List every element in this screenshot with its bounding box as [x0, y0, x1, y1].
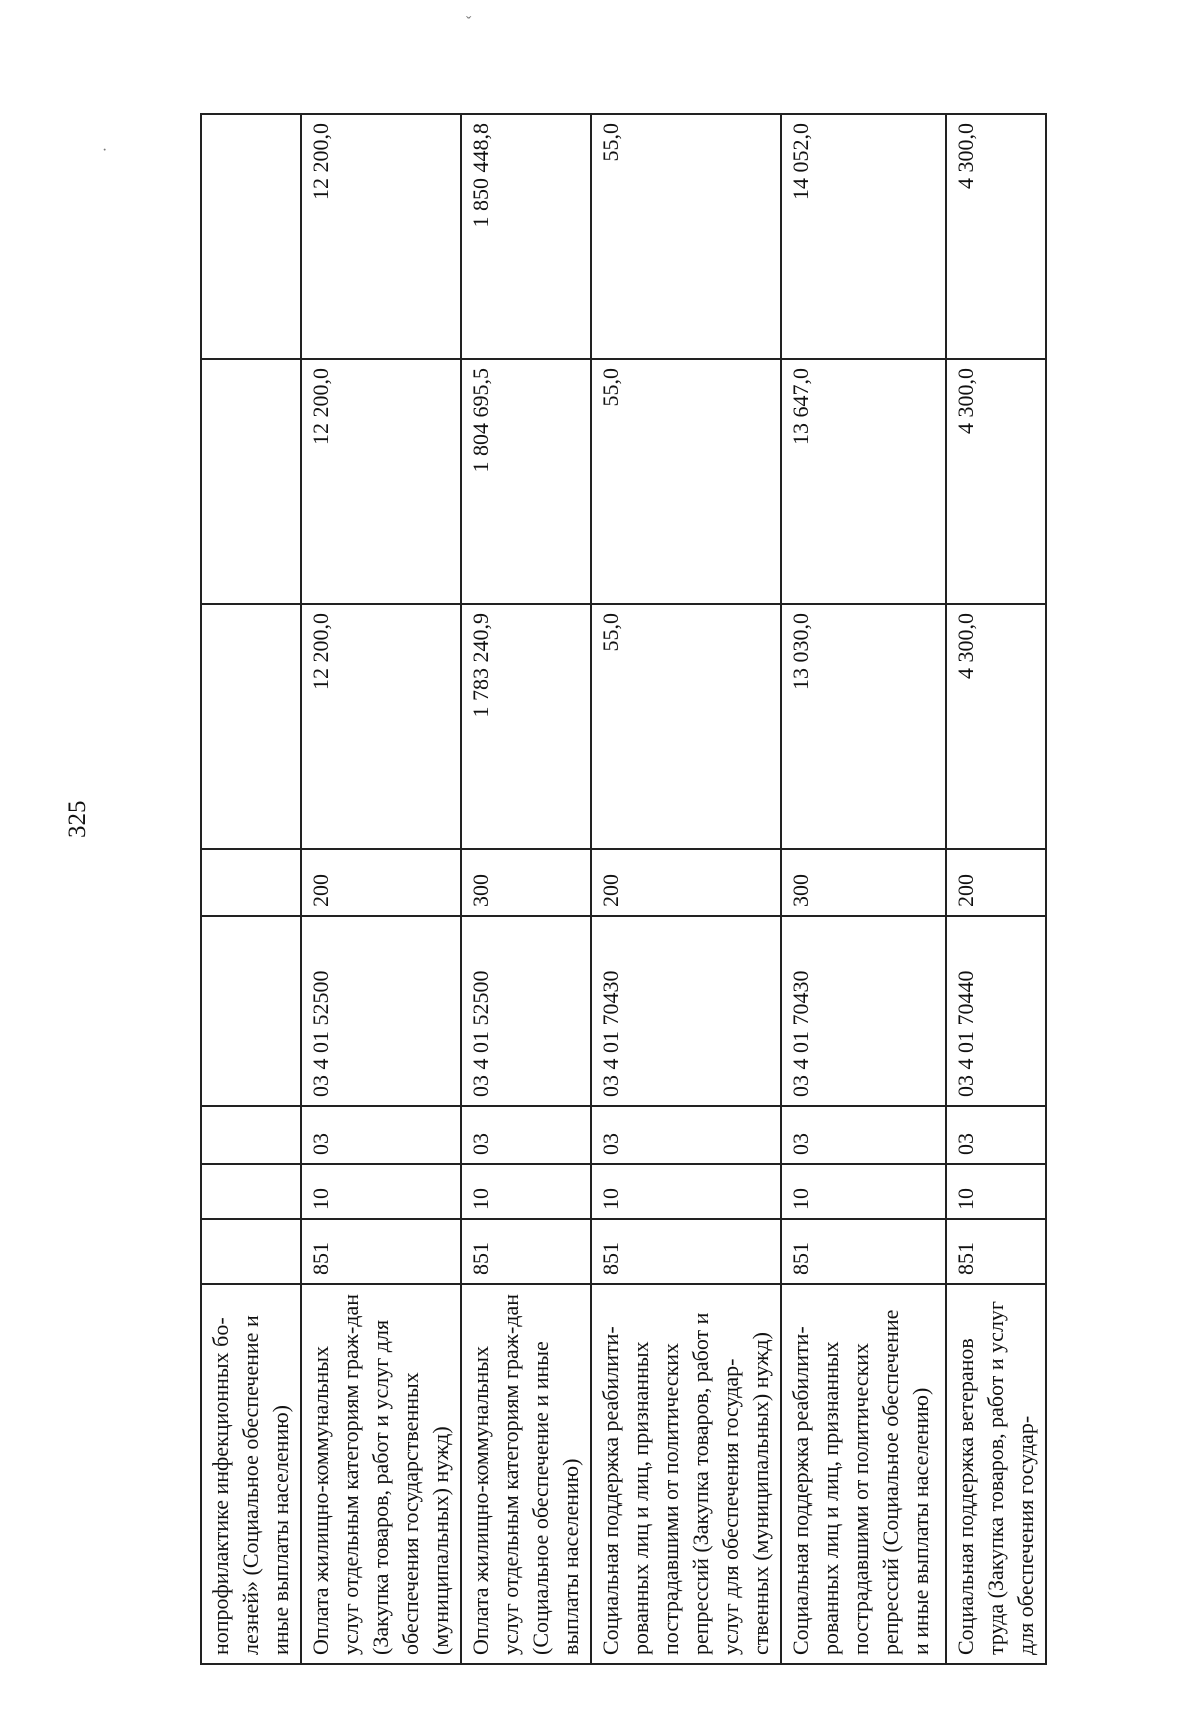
row-description: нопрофилактике инфекционных бо-лезней» (Социальное обеспечение и иные выплаты населению)	[201, 1284, 301, 1664]
amount-year-2: 13 647,0	[781, 359, 946, 604]
amount-year-1: 13 030,0	[781, 604, 946, 849]
amount-year-2: 12 200,0	[301, 359, 461, 604]
row-description: Социальная поддержка реабилити-рованных лиц и лиц, признанных пострадавшими от политических репрессий (Социальное обеспечение и иные выплаты населению)	[781, 1284, 946, 1664]
expense-type-code: 200	[301, 849, 461, 916]
page-number: 325	[64, 800, 91, 838]
target-article-code: 03 4 01 52500	[301, 916, 461, 1106]
table-row	[591, 114, 781, 1664]
amount-year-3: 4 300,0	[946, 114, 1046, 359]
amount-year-1	[201, 604, 301, 849]
amount-year-1: 55,0	[591, 604, 781, 849]
ministry-code: 851	[301, 1219, 461, 1284]
target-article-code: 03 4 01 70430	[591, 916, 781, 1106]
section-code: 10	[946, 1164, 1046, 1219]
row-description: Оплата жилищно-коммунальных услуг отдельным категориям граж-дан (Закупка товаров, работ и услуг для обеспечения государственных (муниципальных) нужд)	[301, 1284, 461, 1664]
table-row	[461, 114, 591, 1664]
section-code: 10	[591, 1164, 781, 1219]
subsection-code: 03	[781, 1106, 946, 1164]
amount-year-2: 1 804 695,5	[461, 359, 591, 604]
expense-type-code: 200	[946, 849, 1046, 916]
section-code	[201, 1164, 301, 1219]
table-row	[781, 114, 946, 1664]
amount-year-1: 4 300,0	[946, 604, 1046, 849]
amount-year-3: 12 200,0	[301, 114, 461, 359]
subsection-code: 03	[461, 1106, 591, 1164]
amount-year-3: 55,0	[591, 114, 781, 359]
section-code: 10	[461, 1164, 591, 1219]
expense-type-code: 200	[591, 849, 781, 916]
subsection-code: 03	[301, 1106, 461, 1164]
amount-year-2: 55,0	[591, 359, 781, 604]
ministry-code: 851	[946, 1219, 1046, 1284]
table-row	[946, 114, 1046, 1664]
target-article-code: 03 4 01 70430	[781, 916, 946, 1106]
expense-type-code: 300	[781, 849, 946, 916]
row-description: Социальная поддержка ветеранов труда (Закупка товаров, работ и услуг для обеспечения государ-	[946, 1284, 1046, 1664]
amount-year-3	[201, 114, 301, 359]
target-article-code	[201, 916, 301, 1106]
scan-speck: ·	[102, 142, 108, 159]
subsection-code	[201, 1106, 301, 1164]
expense-type-code	[201, 849, 301, 916]
amount-year-1: 12 200,0	[301, 604, 461, 849]
amount-year-2	[201, 359, 301, 604]
ministry-code: 851	[781, 1219, 946, 1284]
subsection-code: 03	[946, 1106, 1046, 1164]
expense-type-code: 300	[461, 849, 591, 916]
row-description: Оплата жилищно-коммунальных услуг отдельным категориям граж-дан (Социальное обеспечение и иные выплаты населению)	[461, 1284, 591, 1664]
target-article-code: 03 4 01 52500	[461, 916, 591, 1106]
target-article-code: 03 4 01 70440	[946, 916, 1046, 1106]
table-row	[201, 114, 301, 1664]
section-code: 10	[781, 1164, 946, 1219]
budget-table	[200, 113, 1047, 1665]
ministry-code: 851	[461, 1219, 591, 1284]
budget-table-frame	[200, 115, 1038, 1665]
amount-year-3: 1 850 448,8	[461, 114, 591, 359]
amount-year-1: 1 783 240,9	[461, 604, 591, 849]
amount-year-2: 4 300,0	[946, 359, 1046, 604]
ministry-code	[201, 1219, 301, 1284]
scan-speck: ˇ	[466, 14, 472, 31]
row-description: Социальная поддержка реабилити-рованных лиц и лиц, признанных пострадавшими от политических репрессий (Закупка товаров, работ и услуг для обеспечения государ-ственных (муниципальных) нужд)	[591, 1284, 781, 1664]
table-row	[301, 114, 461, 1664]
ministry-code: 851	[591, 1219, 781, 1284]
amount-year-3: 14 052,0	[781, 114, 946, 359]
section-code: 10	[301, 1164, 461, 1219]
subsection-code: 03	[591, 1106, 781, 1164]
